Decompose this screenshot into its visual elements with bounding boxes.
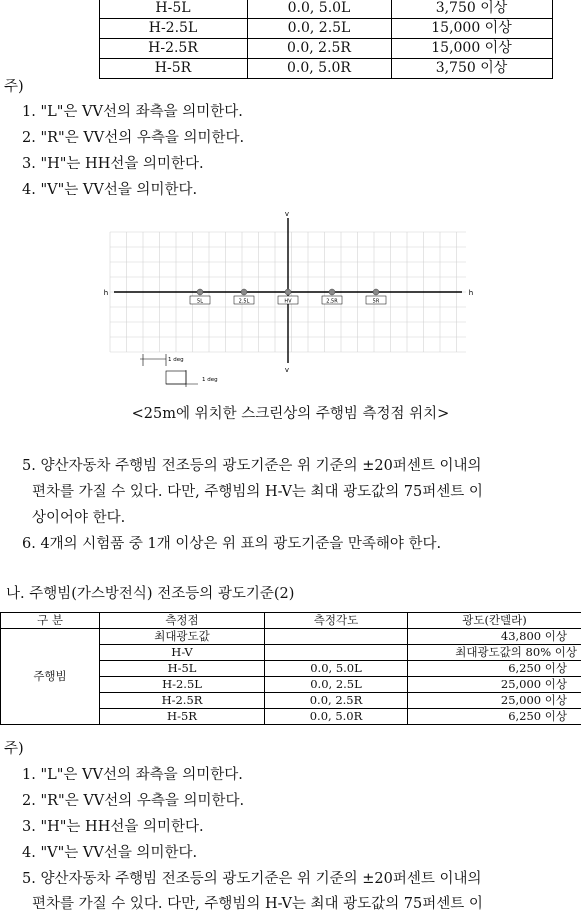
note-item: 1. "L"은 VV선의 좌측을 의미한다. [22, 100, 243, 124]
note-item: 1. "L"은 VV선의 좌측을 의미한다. [22, 763, 243, 787]
angle-cell: 0.0, 2.5R [247, 39, 391, 59]
para-line: 편차를 가질 수 있다. 다만, 주행빔의 H-V는 최대 광도값의 75퍼센트 이 [32, 480, 483, 504]
notes-label: 주) [4, 79, 24, 96]
para-line: 상이어야 한다. [32, 506, 125, 530]
note-item: 5. 양산자동차 주행빔 전조등의 광도기준은 위 기준의 ±20퍼센트 이내의 [22, 867, 482, 891]
note-item: 3. "H"는 HH선을 의미한다. [22, 152, 204, 176]
point-cell: H-5L [99, 0, 247, 19]
intensity-cell: 6,250 이상 [408, 709, 581, 725]
para-line: 5. 양산자동차 주행빔 전조등의 광도기준은 위 기준의 ±20퍼센트 이내의 [22, 454, 482, 478]
note-item: 4. "V"는 VV선을 의미한다. [22, 178, 197, 202]
intensity-cell: 25,000 이상 [408, 677, 581, 693]
measurement-point-diagram [100, 208, 480, 388]
axis-label-v-top: v [285, 210, 289, 218]
deg-label: 1 deg [168, 357, 184, 363]
notes-label: 주) [4, 741, 24, 758]
angle-cell: 0.0, 2.5L [265, 677, 408, 693]
angle-cell: 0.0, 2.5R [265, 693, 408, 709]
point-label: 5L [197, 299, 203, 305]
point-label: HV [284, 299, 292, 305]
intensity-cell: 최대광도값의 80% 이상 [408, 645, 581, 661]
header-cell: 광도(칸델라) [408, 613, 581, 629]
group-cell: 주행빔 [1, 629, 100, 725]
deg-label: 1 deg [202, 377, 218, 383]
point-cell: H-2.5R [99, 39, 247, 59]
point-label: 2.5L [239, 299, 250, 305]
table-header-row [1, 613, 581, 629]
point-label: 2.5R [326, 299, 338, 305]
angle-cell: 0.0, 5.0R [247, 59, 391, 79]
intensity-cell: 15,000 이상 [391, 39, 552, 59]
angle-cell: 0.0, 5.0L [265, 661, 408, 677]
angle-cell: 0.0, 2.5L [247, 19, 391, 39]
para-line: 6. 4개의 시험품 중 1개 이상은 위 표의 광도기준을 만족해야 한다. [22, 532, 441, 556]
angle-cell: 0.0, 5.0R [265, 709, 408, 725]
group-cell [0, 0, 99, 79]
section-heading: 나. 주행빔(가스방전식) 전조등의 광도기준(2) [6, 582, 294, 606]
intensity-table-1 [0, 0, 553, 79]
point-cell: H-5R [100, 709, 265, 725]
point-cell: H-2.5R [100, 693, 265, 709]
axis-label-h-left: h [104, 289, 108, 297]
axis-label-h-right: h [469, 289, 473, 297]
angle-cell [265, 645, 408, 661]
diagram-caption: <25m에 위치한 스크린상의 주행빔 측정점 위치> [0, 402, 581, 426]
table-row [1, 629, 581, 645]
intensity-cell: 43,800 이상 [408, 629, 581, 645]
point-cell: H-5L [100, 661, 265, 677]
note-item: 편차를 가질 수 있다. 다만, 주행빔의 H-V는 최대 광도값의 75퍼센트 이 [32, 892, 483, 916]
intensity-cell: 25,000 이상 [408, 693, 581, 709]
point-marker [329, 289, 335, 295]
header-cell: 측정점 [100, 613, 265, 629]
point-marker [373, 289, 379, 295]
point-cell: H-2.5L [99, 19, 247, 39]
angle-cell [265, 629, 408, 645]
note-item: 3. "H"는 HH선을 의미한다. [22, 815, 204, 839]
intensity-cell: 3,750 이상 [391, 59, 552, 79]
point-marker [285, 289, 291, 295]
note-item: 4. "V"는 VV선을 의미한다. [22, 841, 197, 865]
intensity-table-2 [0, 612, 581, 725]
angle-cell: 0.0, 5.0L [247, 0, 391, 19]
note-item: 2. "R"은 VV선의 우측을 의미한다. [22, 789, 244, 813]
point-cell: H-V [100, 645, 265, 661]
intensity-cell: 15,000 이상 [391, 19, 552, 39]
point-label: 5R [373, 299, 380, 305]
point-marker [241, 289, 247, 295]
axis-label-v-bottom: v [285, 366, 289, 374]
point-cell: H-5R [99, 59, 247, 79]
table-row [0, 0, 552, 19]
intensity-cell: 3,750 이상 [391, 0, 552, 19]
point-marker [197, 289, 203, 295]
note-item: 2. "R"은 VV선의 우측을 의미한다. [22, 126, 244, 150]
point-cell: 최대광도값 [100, 629, 265, 645]
intensity-cell: 6,250 이상 [408, 661, 581, 677]
degree-scale [140, 354, 218, 387]
point-cell: H-2.5L [100, 677, 265, 693]
header-cell: 측정각도 [265, 613, 408, 629]
header-cell: 구 분 [1, 613, 100, 629]
